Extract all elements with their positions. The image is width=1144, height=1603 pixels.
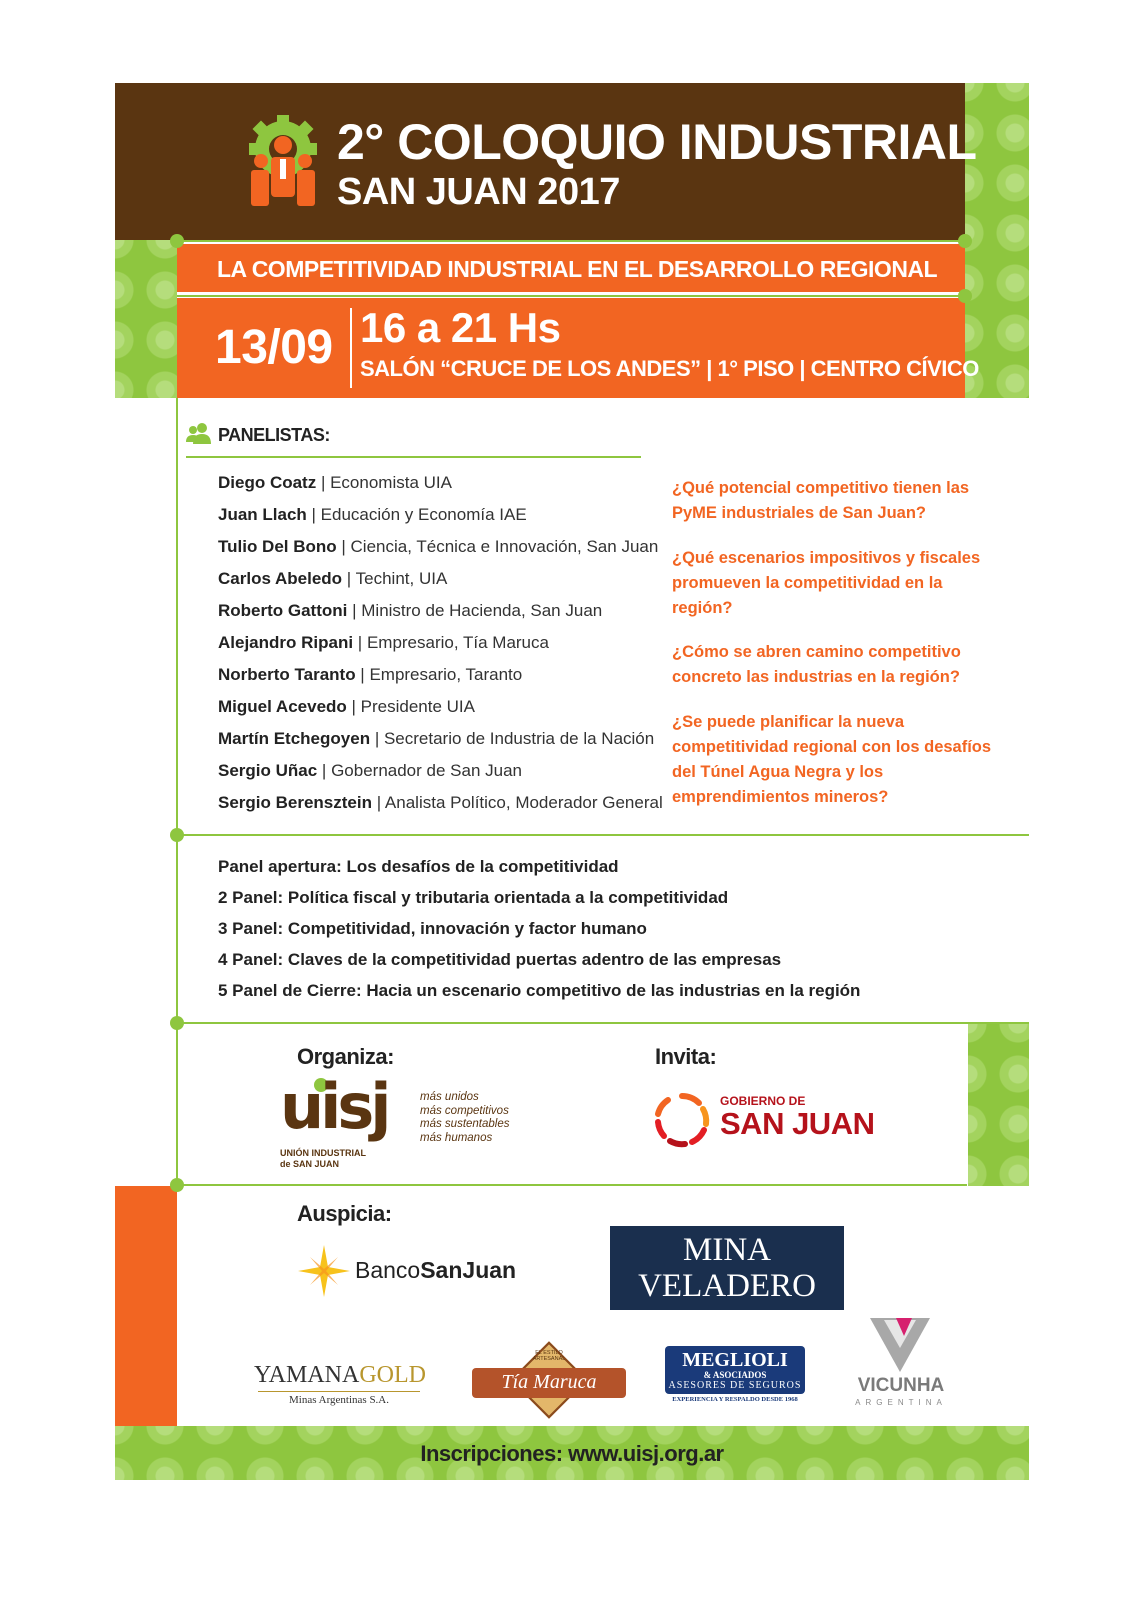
mina-veladero-logo bbox=[610, 1226, 844, 1310]
date-banner bbox=[177, 298, 979, 398]
panelist: Roberto Gattoni | Ministro de Hacienda, San Juan bbox=[218, 601, 603, 620]
uisj-logo bbox=[280, 1070, 400, 1172]
question: ¿Qué potencial competitivo tienen las PyME industriales de San Juan? bbox=[672, 479, 970, 522]
panelist: Juan Llach | Educación y Economía IAE bbox=[218, 505, 527, 524]
gobierno-sun-icon bbox=[652, 1090, 712, 1150]
right-green-band-2 bbox=[968, 1024, 1029, 1186]
subtitle-text: LA COMPETITIVIDAD INDUSTRIAL EN EL DESARROLLO REGIONAL bbox=[217, 256, 938, 282]
gear-people-icon bbox=[243, 113, 323, 213]
people-icon bbox=[186, 422, 212, 444]
line-top bbox=[177, 240, 965, 242]
banco-star-icon bbox=[296, 1243, 352, 1299]
uisj-caption-2: de SAN JUAN bbox=[280, 1159, 340, 1169]
yamana-text: YAMANAGOLD bbox=[254, 1362, 426, 1388]
panelist: Miguel Acevedo | Presidente UIA bbox=[218, 697, 475, 716]
mina-line-1: MINA bbox=[683, 1232, 771, 1268]
subtitle-banner bbox=[177, 244, 965, 292]
tagline-line: más unidos bbox=[420, 1091, 479, 1103]
question: ¿Cómo se abren camino competitivo concreto las industrias en la región? bbox=[672, 643, 961, 686]
sanjuan-word: SanJuan bbox=[420, 1257, 517, 1283]
panelist: Martín Etchegoyen | Secretario de Industria de la Nación bbox=[218, 729, 655, 748]
footer-registration[interactable]: Inscripciones: www.uisj.org.ar bbox=[420, 1441, 724, 1466]
meglioli-logo bbox=[665, 1346, 805, 1403]
panelist: Sergio Uñac | Gobernador de San Juan bbox=[218, 761, 522, 780]
meglioli-name: MEGLIOLI bbox=[682, 1349, 788, 1371]
panelist: Diego Coatz | Economista UIA bbox=[218, 473, 452, 492]
panel-item: 2 Panel: Política fiscal y tributaria orientada a la competitividad bbox=[218, 888, 729, 907]
event-date: 13/09 bbox=[215, 321, 333, 374]
panelists-heading: PANELISTAS: bbox=[218, 425, 330, 445]
panelists-underline bbox=[186, 456, 641, 458]
tia-maruca-logo bbox=[472, 1340, 626, 1420]
question: ¿Qué escenarios impositivos y fiscales promueven la competitividad en la región? bbox=[672, 549, 981, 617]
footer-band bbox=[115, 1426, 1029, 1480]
panelist: Alejandro Ripani | Empresario, Tía Maruca bbox=[218, 633, 549, 652]
line-sponsors-top bbox=[177, 1022, 1029, 1024]
panel-item: 5 Panel de Cierre: Hacia un escenario competitivo de las industrias en la región bbox=[218, 981, 861, 1000]
title-line-2: SAN JUAN 2017 bbox=[337, 171, 620, 213]
panel-item: Panel apertura: Los desafíos de la competitividad bbox=[218, 857, 619, 876]
panelist: Sergio Berensztein | Analista Político, Moderador General bbox=[218, 793, 663, 812]
tia-top-text: EL ESTILO ARTESANAL bbox=[532, 1350, 566, 1362]
vertical-line bbox=[176, 398, 178, 1188]
date-divider bbox=[350, 308, 352, 388]
vicunha-name: VICUNHA bbox=[857, 1375, 945, 1396]
invita-label: Invita: bbox=[655, 1044, 717, 1069]
event-time: 16 a 21 Hs bbox=[360, 304, 561, 351]
uisj-caption-1: UNIÓN INDUSTRIAL bbox=[280, 1148, 366, 1158]
meglioli-since: EXPERIENCIA Y RESPALDO DESDE 1968 bbox=[672, 1396, 798, 1403]
line-dot bbox=[170, 828, 184, 842]
panel-item: 3 Panel: Competitividad, innovación y factor humano bbox=[218, 919, 647, 938]
title-line-1: 2° COLOQUIO INDUSTRIAL bbox=[337, 114, 977, 170]
yamana-divider bbox=[258, 1391, 420, 1392]
tagline-line: más sustentables bbox=[420, 1118, 510, 1130]
line-mid bbox=[177, 295, 965, 297]
tia-name: Tía Maruca bbox=[501, 1371, 597, 1393]
event-venue: SALÓN “CRUCE DE LOS ANDES” | 1° PISO | CENTRO CÍVICO bbox=[360, 356, 979, 381]
line-dot bbox=[958, 289, 972, 303]
line-auspicia-top bbox=[177, 1184, 967, 1186]
yamana-gold-logo bbox=[254, 1362, 424, 1406]
uisj-tagline bbox=[420, 1091, 510, 1145]
gobierno-small: GOBIERNO DE bbox=[720, 1094, 806, 1108]
vicunha-country: ARGENTINA bbox=[855, 1398, 947, 1407]
tagline-line: más humanos bbox=[420, 1131, 493, 1144]
uisj-logo-text: uisj bbox=[280, 1070, 388, 1143]
meglioli-box bbox=[665, 1346, 805, 1394]
meglioli-type: ASESORES DE SEGUROS bbox=[668, 1380, 802, 1391]
line-dot bbox=[170, 1016, 184, 1030]
line-dot bbox=[170, 234, 184, 248]
line-dot bbox=[170, 1178, 184, 1192]
organiza-label: Organiza: bbox=[297, 1044, 394, 1069]
left-green-band bbox=[115, 240, 177, 398]
panelist: Carlos Abeledo | Techint, UIA bbox=[218, 569, 448, 588]
meglioli-assoc: & ASOCIADOS bbox=[703, 1370, 767, 1380]
left-orange-band bbox=[115, 1186, 177, 1426]
gobierno-big: SAN JUAN bbox=[720, 1106, 875, 1141]
panel-item: 4 Panel: Claves de la competitividad puertas adentro de las empresas bbox=[218, 950, 782, 969]
tagline-line: más competitivos bbox=[420, 1104, 509, 1117]
banco-word: Banco bbox=[355, 1257, 421, 1283]
panelist: Norberto Taranto | Empresario, Taranto bbox=[218, 665, 523, 684]
panelist: Tulio Del Bono | Ciencia, Técnica e Innovación, San Juan bbox=[218, 537, 659, 556]
header-banner bbox=[115, 83, 977, 240]
mina-line-2: VELADERO bbox=[638, 1268, 816, 1304]
yamana-sub: Minas Argentinas S.A. bbox=[288, 1394, 390, 1406]
line-dot bbox=[958, 234, 972, 248]
banco-san-juan-logo bbox=[355, 1257, 516, 1284]
auspicia-label: Auspicia: bbox=[297, 1201, 392, 1226]
vicunha-icon bbox=[870, 1318, 930, 1372]
question: ¿Se puede planificar la nueva competitividad regional con los desafíos del Túnel Agua Negra y los emprendimientos mineros? bbox=[672, 713, 992, 806]
line-panels-top bbox=[177, 834, 1029, 836]
